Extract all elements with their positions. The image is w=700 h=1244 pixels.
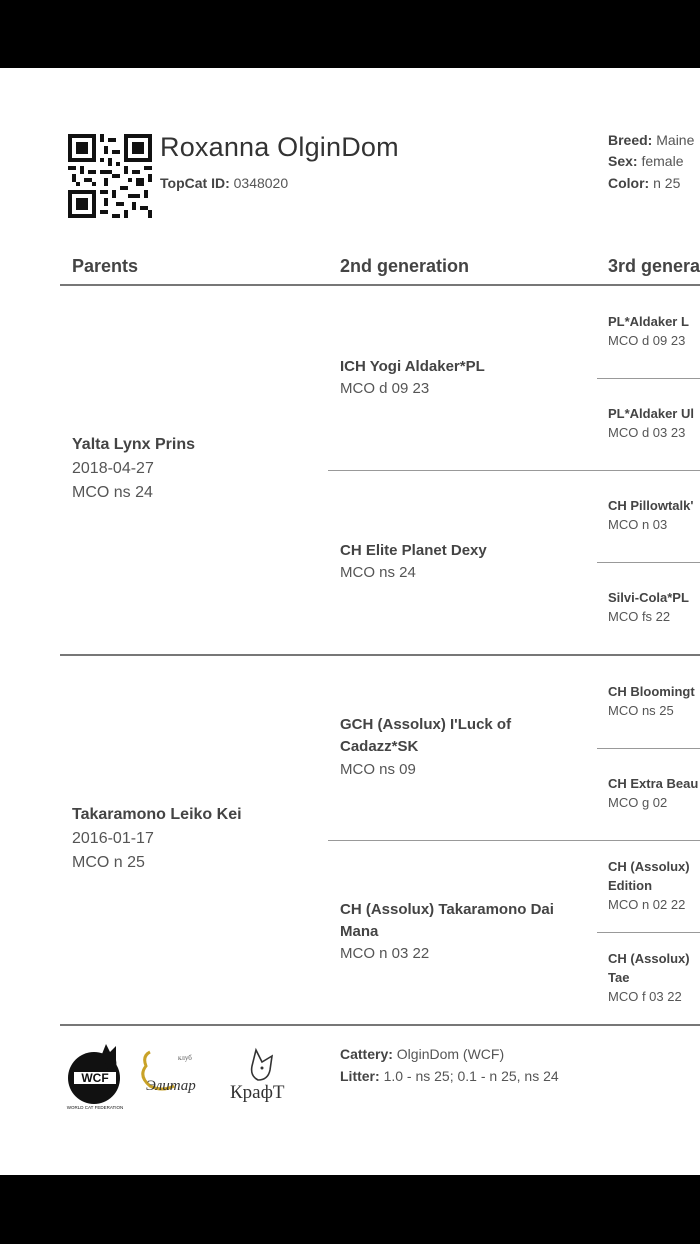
column-header-2nd-generation: 2nd generation bbox=[340, 256, 470, 276]
parent-dam-date: 2016-01-17 bbox=[72, 830, 154, 847]
third-gen-name-3: CH Pillowtalk' bbox=[608, 498, 694, 513]
breed-info bbox=[608, 132, 694, 148]
third-gen-code-8: MCO f 03 22 bbox=[608, 989, 682, 1004]
topcat-value: 0348020 bbox=[233, 175, 289, 191]
color-label: Color: bbox=[608, 175, 650, 191]
cattery-value: OlginDom (WCF) bbox=[396, 1046, 505, 1062]
second-gen-name-3: GCH (Assolux) I'Luck of Cadazz*SK bbox=[340, 716, 512, 755]
third-gen-code-7: MCO n 02 22 bbox=[608, 897, 686, 912]
third-gen-code-6: MCO g 02 bbox=[608, 795, 668, 810]
wcf-logo-text: WCF bbox=[81, 1071, 109, 1085]
color-value: n 25 bbox=[653, 175, 681, 191]
sex-info bbox=[608, 153, 684, 169]
third-gen-name-6: CH Extra Beau bbox=[608, 776, 699, 791]
litter-info bbox=[340, 1068, 559, 1084]
second-gen-code-4: MCO n 03 22 bbox=[340, 945, 430, 962]
second-gen-name-2: CH Elite Planet Dexy bbox=[340, 542, 487, 559]
third-gen-name-8: CH (Assolux) Tae bbox=[608, 951, 690, 985]
wcf-logo-subtitle: WORLD CAT FEDERATION bbox=[66, 1105, 124, 1110]
third-gen-code-1: MCO d 09 23 bbox=[608, 333, 686, 348]
elitar-logo-text: Элитар bbox=[146, 1078, 196, 1094]
topcat-id bbox=[160, 175, 288, 191]
third-gen-code-5: MCO ns 25 bbox=[608, 703, 674, 718]
pedigree-document bbox=[0, 68, 700, 1175]
cattery-info bbox=[340, 1046, 504, 1062]
wcf-logo-icon bbox=[62, 1040, 130, 1110]
parent-dam-name: Takaramono Leiko Kei bbox=[72, 806, 242, 823]
second-gen-code-2: MCO ns 24 bbox=[340, 564, 416, 581]
cattery-label: Cattery: bbox=[340, 1046, 393, 1062]
second-gen-code-1: MCO d 09 23 bbox=[340, 380, 430, 397]
parent-sire-name: Yalta Lynx Prins bbox=[72, 436, 196, 453]
column-header-3rd-generation: 3rd genera bbox=[608, 256, 700, 276]
kraft-logo-icon bbox=[226, 1046, 300, 1104]
sex-value: female bbox=[641, 153, 684, 169]
second-gen-divider-2 bbox=[328, 840, 700, 841]
litter-label: Litter: bbox=[340, 1068, 380, 1084]
third-gen-divider-2 bbox=[597, 562, 700, 563]
column-header-parents: Parents bbox=[72, 256, 139, 276]
third-gen-divider-1 bbox=[597, 378, 700, 379]
third-gen-code-4: MCO fs 22 bbox=[608, 609, 671, 624]
second-gen-code-3: MCO ns 09 bbox=[340, 761, 416, 778]
parent-sire-date: 2018-04-27 bbox=[72, 460, 154, 477]
third-gen-code-3: MCO n 03 bbox=[608, 517, 668, 532]
color-info bbox=[608, 175, 680, 191]
elitar-club-logo-icon bbox=[140, 1046, 215, 1100]
elitar-logo-small: клуб bbox=[178, 1054, 192, 1062]
breed-label: Breed: bbox=[608, 132, 653, 148]
sex-label: Sex: bbox=[608, 153, 638, 169]
footer-divider bbox=[60, 1024, 700, 1026]
third-gen-name-4: Silvi-Cola*PL bbox=[608, 590, 689, 605]
second-gen-divider-1 bbox=[328, 470, 700, 471]
third-gen-name-7: CH (Assolux) Edition bbox=[608, 859, 690, 893]
breed-value: Maine bbox=[656, 132, 695, 148]
parent-divider bbox=[60, 654, 700, 656]
third-gen-code-2: MCO d 03 23 bbox=[608, 425, 686, 440]
second-gen-name-1: ICH Yogi Aldaker*PL bbox=[340, 358, 485, 375]
qr-code-icon bbox=[68, 134, 152, 218]
topcat-label: TopCat ID: bbox=[160, 175, 230, 191]
kraft-logo-text: КрафТ bbox=[230, 1082, 285, 1103]
second-gen-name-4: CH (Assolux) Takaramono Dai Mana bbox=[340, 901, 554, 940]
parent-sire-code: MCO ns 24 bbox=[72, 484, 153, 501]
third-gen-name-1: PL*Aldaker L bbox=[608, 314, 689, 329]
cat-name: Roxanna OlginDom bbox=[160, 132, 399, 162]
parent-dam-code: MCO n 25 bbox=[72, 854, 145, 871]
third-gen-name-5: CH Bloomingt bbox=[608, 684, 695, 699]
header-divider bbox=[60, 284, 700, 286]
third-gen-divider-3 bbox=[597, 748, 700, 749]
third-gen-name-2: PL*Aldaker Ul bbox=[608, 406, 694, 421]
third-gen-divider-4 bbox=[597, 932, 700, 933]
litter-value: 1.0 - ns 25; 0.1 - n 25, ns 24 bbox=[383, 1068, 559, 1084]
